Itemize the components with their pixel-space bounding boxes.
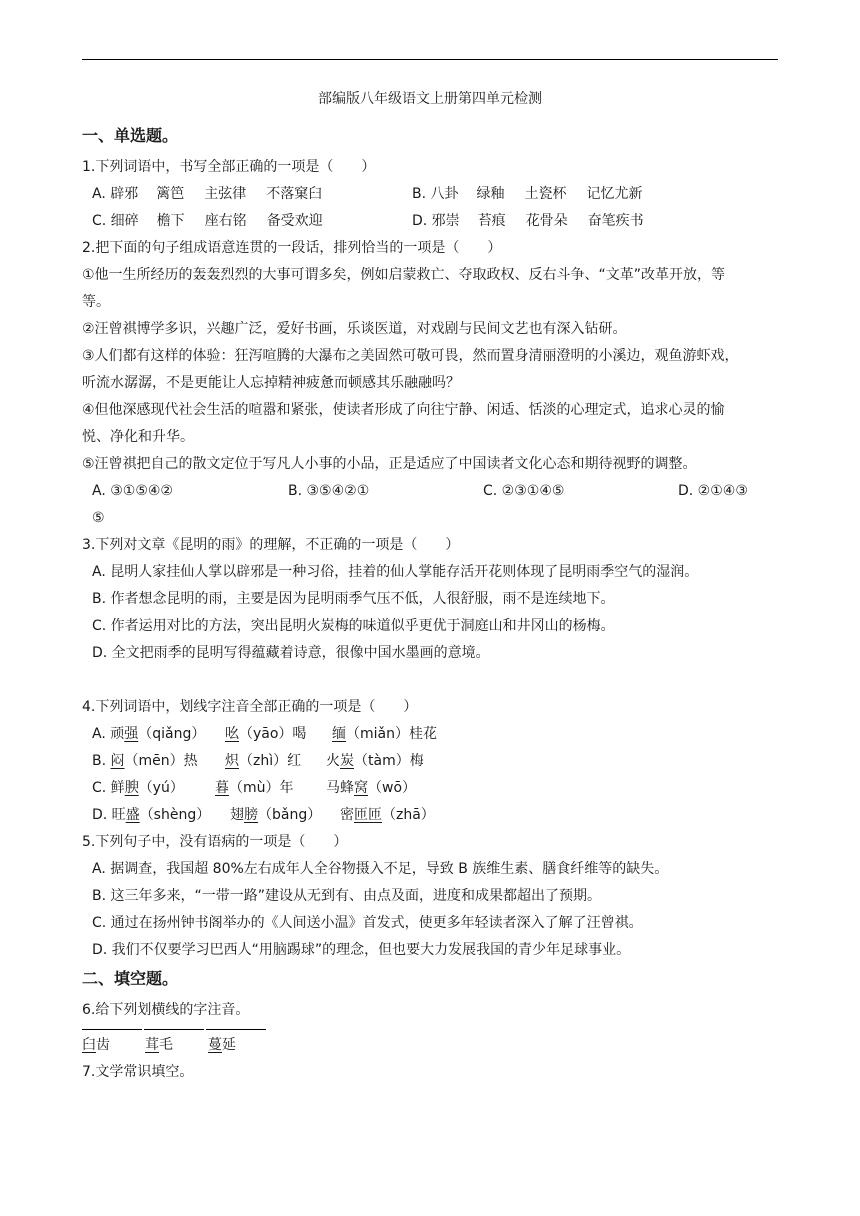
option-word: D. 邪崇 (412, 213, 460, 229)
question-4-option-d-word-3: 密匝匝（zhā） (340, 807, 435, 823)
underlined-char: 缅 (332, 726, 346, 742)
question-5-stem: 5.下列句子中，没有语病的一项是（ ） (82, 834, 348, 850)
question-2-option-c: C. ②③①④⑤ (483, 483, 565, 499)
question-2-sentence-3-cont: 听流水潺潺，不是更能让人忘掉精神疲惫而顿感其乐融融吗？ (82, 375, 460, 391)
question-3-option-b: B. 作者想念昆明的雨，主要是因为昆明雨季气压不低，人很舒服，雨不是连续地下。 (92, 591, 615, 607)
underlined-char: 臼 (82, 1037, 96, 1053)
underlined-char: 强 (124, 726, 139, 742)
question-4-option-a-word-2: 吆（yāo）喝 (225, 726, 307, 742)
answer-blank[interactable] (144, 1029, 204, 1030)
question-4-option-b: B. 闷（mēn）热 (92, 753, 198, 769)
underlined-char: 茸 (145, 1037, 159, 1053)
underlined-char: 窝 (354, 780, 368, 796)
question-3-option-c: C. 作者运用对比的方法，突出昆明火炭梅的味道似乎更优于洞庭山和井冈山的杨梅。 (92, 618, 615, 634)
question-2-sentence-5: ⑤汪曾祺把自己的散文定位于写凡人小事的小品，正是适应了中国读者文化心态和期待视野的调整。 (82, 456, 697, 472)
question-6-word-2: 茸毛 (145, 1037, 173, 1053)
option-word: 座右铭 (204, 213, 247, 229)
question-2-sentence-1-cont: 等。 (82, 294, 110, 310)
question-4-option-b-word-2: 炽（zhì）红 (225, 753, 302, 769)
question-2-sentence-2: ②汪曾祺博学多识，兴趣广泛，爱好书画，乐谈医道，对戏剧与民间文艺也有深入钻研。 (82, 321, 627, 337)
question-2-sentence-4-cont: 悦、净化和升华。 (82, 429, 194, 445)
question-5-option-c: C. 通过在扬州钟书阁举办的《人间送小温》首发式，使更多年轻读者深入了解了汪曾祺。 (92, 915, 643, 931)
option-word: C. 细碎 (92, 213, 139, 229)
underlined-char: 盛 (125, 807, 140, 823)
underlined-char: 膀 (244, 807, 258, 823)
question-6-word-1: 臼齿 (82, 1037, 110, 1053)
option-word: 檐下 (156, 213, 185, 229)
question-4-option-c-word-2: 暮（mù）年 (215, 780, 294, 796)
underlined-char: 炽 (225, 753, 239, 769)
option-word: A. 辟邪 (92, 186, 139, 202)
underlined-char: 闷 (110, 753, 125, 769)
question-3-stem: 3.下列对文章《昆明的雨》的理解，不正确的一项是（ ） (82, 537, 460, 553)
question-1-option-d (412, 211, 644, 231)
option-word: 篱笆 (156, 186, 185, 202)
question-2-sentence-4: ④但他深感现代社会生活的喧嚣和紧张，使读者形成了向往宁静、闲适、恬淡的心理定式，追求心灵的愉 (82, 402, 725, 418)
option-word: 苔痕 (477, 213, 506, 229)
question-4-option-a-word-3: 缅（miǎn）桂花 (332, 726, 437, 742)
question-4-option-b-word-3: 火炭（tàm）梅 (326, 753, 424, 769)
question-4-option-a: A. 顽强（qiǎng） (92, 726, 206, 742)
question-4-option-d-word-2: 翅膀（bǎng） (230, 807, 322, 823)
document-title: 部编版八年级语文上册第四单元检测 (318, 91, 542, 107)
question-2-sentence-1: ①他一生所经历的轰轰烈烈的大事可谓多矣，例如启蒙救亡、夺取政权、反右斗争、“文革”改革开放，等 (82, 267, 726, 283)
question-1-stem: 1.下列词语中，书写全部正确的一项是（ ） (82, 159, 376, 175)
underlined-char: 吆 (225, 726, 239, 742)
question-1-option-a (92, 184, 322, 204)
question-5-option-d: D. 我们不仅要学习巴西人“用脑踢球”的理念，但也要大力发展我国的青少年足球事业。 (92, 942, 631, 958)
question-3-option-d: D. 全文把雨季的昆明写得蕴藏着诗意，很像中国水墨画的意境。 (92, 645, 490, 661)
question-6-word-3: 蔓延 (208, 1037, 236, 1053)
option-word: B. 八卦 (412, 186, 459, 202)
question-1-option-c (92, 211, 323, 231)
question-7-stem: 7.文学常识填空。 (82, 1064, 194, 1080)
answer-blanks (82, 1018, 268, 1034)
underlined-char: 炭 (340, 753, 354, 769)
section-heading-fill-blank: 二、填空题。 (82, 969, 179, 988)
answer-blank[interactable] (82, 1029, 142, 1030)
header-rule (82, 59, 778, 60)
underlined-char: 匝匝 (354, 807, 382, 823)
question-5-option-b: B. 这三年多来，“一带一路”建设从无到有、由点及面，进度和成果都超出了预期。 (92, 888, 602, 904)
underlined-char: 蔓 (208, 1037, 222, 1053)
option-word: 记忆尤新 (586, 186, 643, 202)
question-4-option-d: D. 旺盛（shèng） (92, 807, 211, 823)
question-2-option-b: B. ③⑤④②① (288, 483, 370, 499)
option-word: 奋笔疾书 (587, 213, 644, 229)
answer-blank[interactable] (206, 1029, 266, 1030)
question-1-option-b (412, 184, 643, 204)
question-4-option-c: C. 鲜腴（yú） (92, 780, 184, 796)
underlined-char: 暮 (215, 780, 229, 796)
question-2-option-d: D. ②①④③ (678, 483, 748, 499)
question-4-stem: 4.下列词语中，划线字注音全部正确的一项是（ ） (82, 699, 418, 715)
question-4-option-c-word-3: 马蜂窝（wō） (326, 780, 417, 796)
question-3-option-a: A. 昆明人家挂仙人掌以辟邪是一种习俗，挂着的仙人掌能存活开花则体现了昆明雨季空气的湿润。 (92, 564, 699, 580)
question-6-stem: 6.给下列划横线的字注音。 (82, 1002, 250, 1018)
option-word: 不落窠臼 (266, 186, 323, 202)
option-word: 花骨朵 (525, 213, 568, 229)
underlined-char: 腴 (124, 780, 139, 796)
option-word: 绿釉 (476, 186, 505, 202)
option-word: 主弦律 (204, 186, 247, 202)
option-word: 土瓷杯 (524, 186, 567, 202)
question-2-option-d-cont: ⑤ (92, 510, 105, 526)
question-2-sentence-3: ③人们都有这样的体验：狂泻喧腾的大瀑布之美固然可敬可畏，然而置身清丽澄明的小溪边，观鱼游虾戏， (82, 348, 739, 364)
question-2-stem: 2.把下面的句子组成语意连贯的一段话，排列恰当的一项是（ ） (82, 240, 502, 256)
question-5-option-a: A. 据调查，我国超 80%左右成年人全谷物摄入不足，导致 B 族维生素、膳食纤维等的缺失。 (92, 861, 669, 877)
section-heading-single-choice: 一、单选题。 (82, 126, 179, 145)
question-2-option-a: A. ③①⑤④② (92, 483, 173, 499)
option-word: 备受欢迎 (266, 213, 323, 229)
